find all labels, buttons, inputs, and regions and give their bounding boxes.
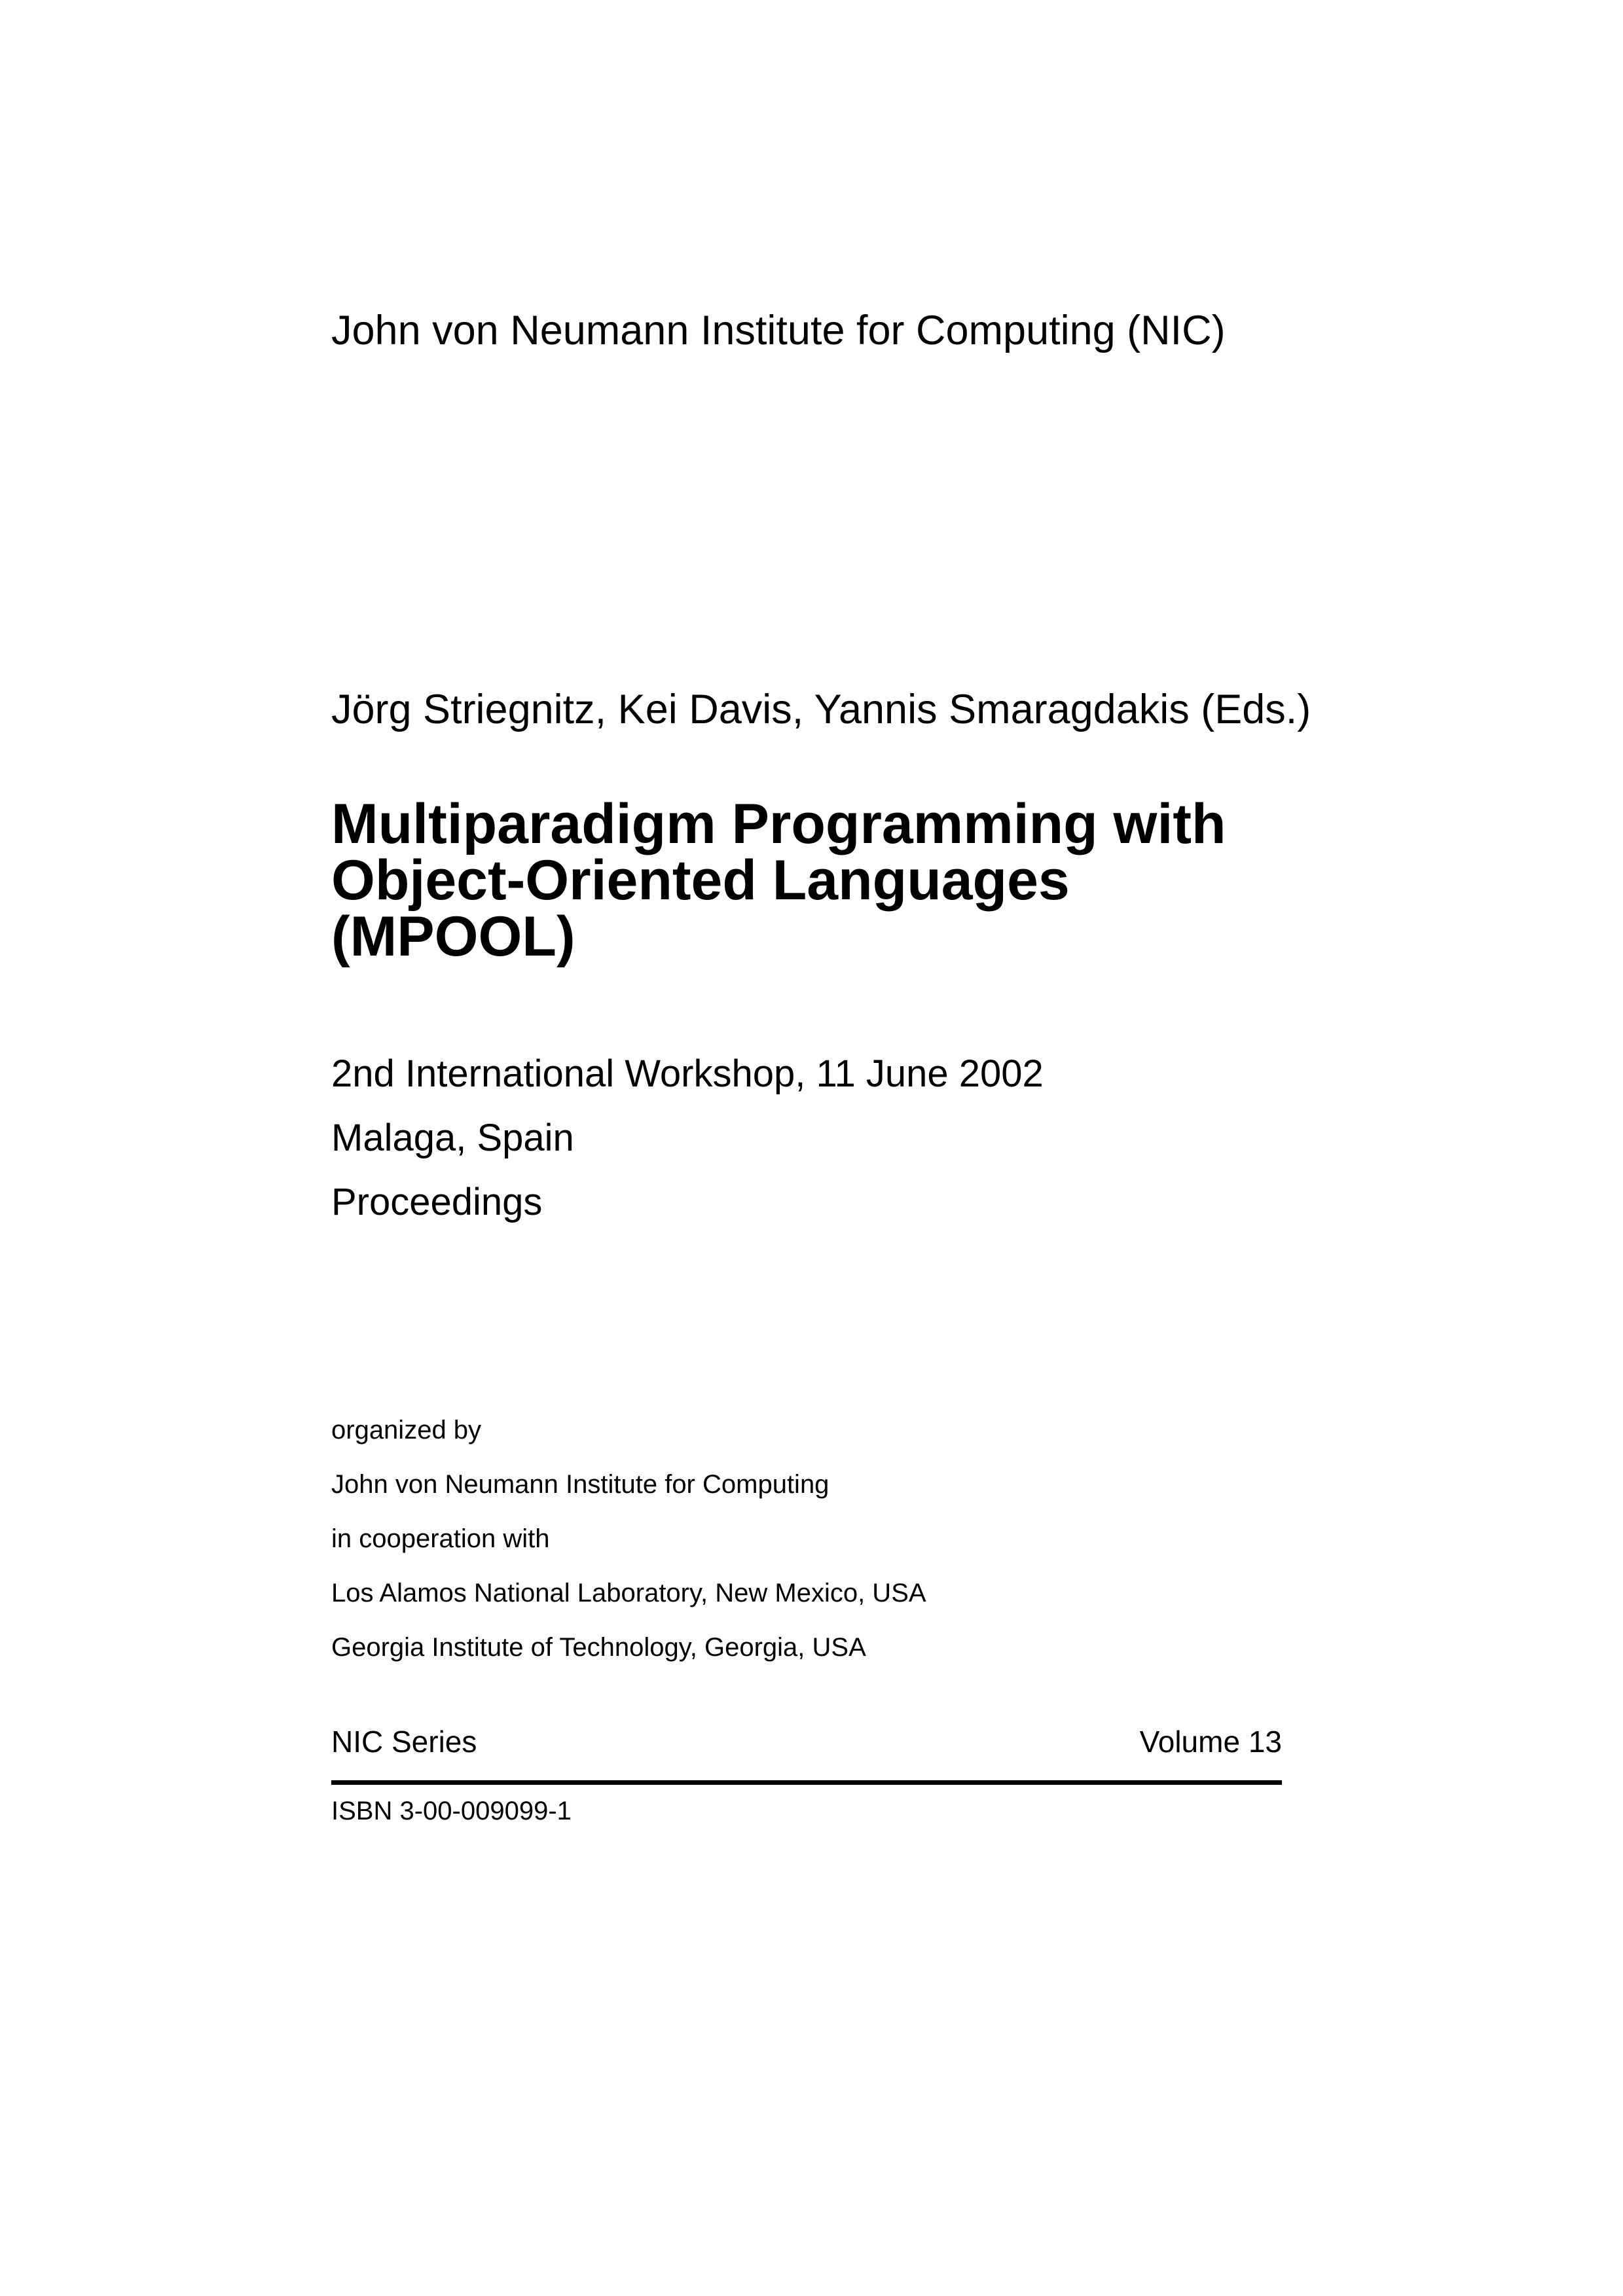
series-volume: Volume 13 <box>1139 1725 1282 1759</box>
series-row <box>331 1727 1282 1761</box>
cooperator-lanl: Los Alamos National Laboratory, New Mexico, USA <box>331 1579 926 1607</box>
title-line-3: (MPOOL) <box>331 905 575 968</box>
book-title <box>331 793 1313 968</box>
institute-header: John von Neumann Institute for Computing (NIC) <box>331 308 1226 353</box>
isbn-line: ISBN 3-00-009099-1 <box>331 1797 572 1825</box>
cooperator-georgia-tech: Georgia Institute of Technology, Georgia, USA <box>331 1633 866 1662</box>
cooperation-label: in cooperation with <box>331 1524 550 1553</box>
title-line-2: Object-Oriented Languages <box>331 849 1070 912</box>
editors-line: Jörg Striegnitz, Kei Davis, Yannis Smaragdakis (Eds.) <box>331 687 1311 732</box>
horizontal-rule <box>331 1780 1282 1785</box>
organized-by-label: organized by <box>331 1416 482 1444</box>
location-line: Malaga, Spain <box>331 1117 574 1159</box>
workshop-line: 2nd International Workshop, 11 June 2002 <box>331 1052 1044 1095</box>
series-name: NIC Series <box>331 1725 477 1759</box>
organizer-name: John von Neumann Institute for Computing <box>331 1470 830 1499</box>
title-line-1: Multiparadigm Programming with <box>331 793 1226 855</box>
proceedings-line: Proceedings <box>331 1181 543 1223</box>
